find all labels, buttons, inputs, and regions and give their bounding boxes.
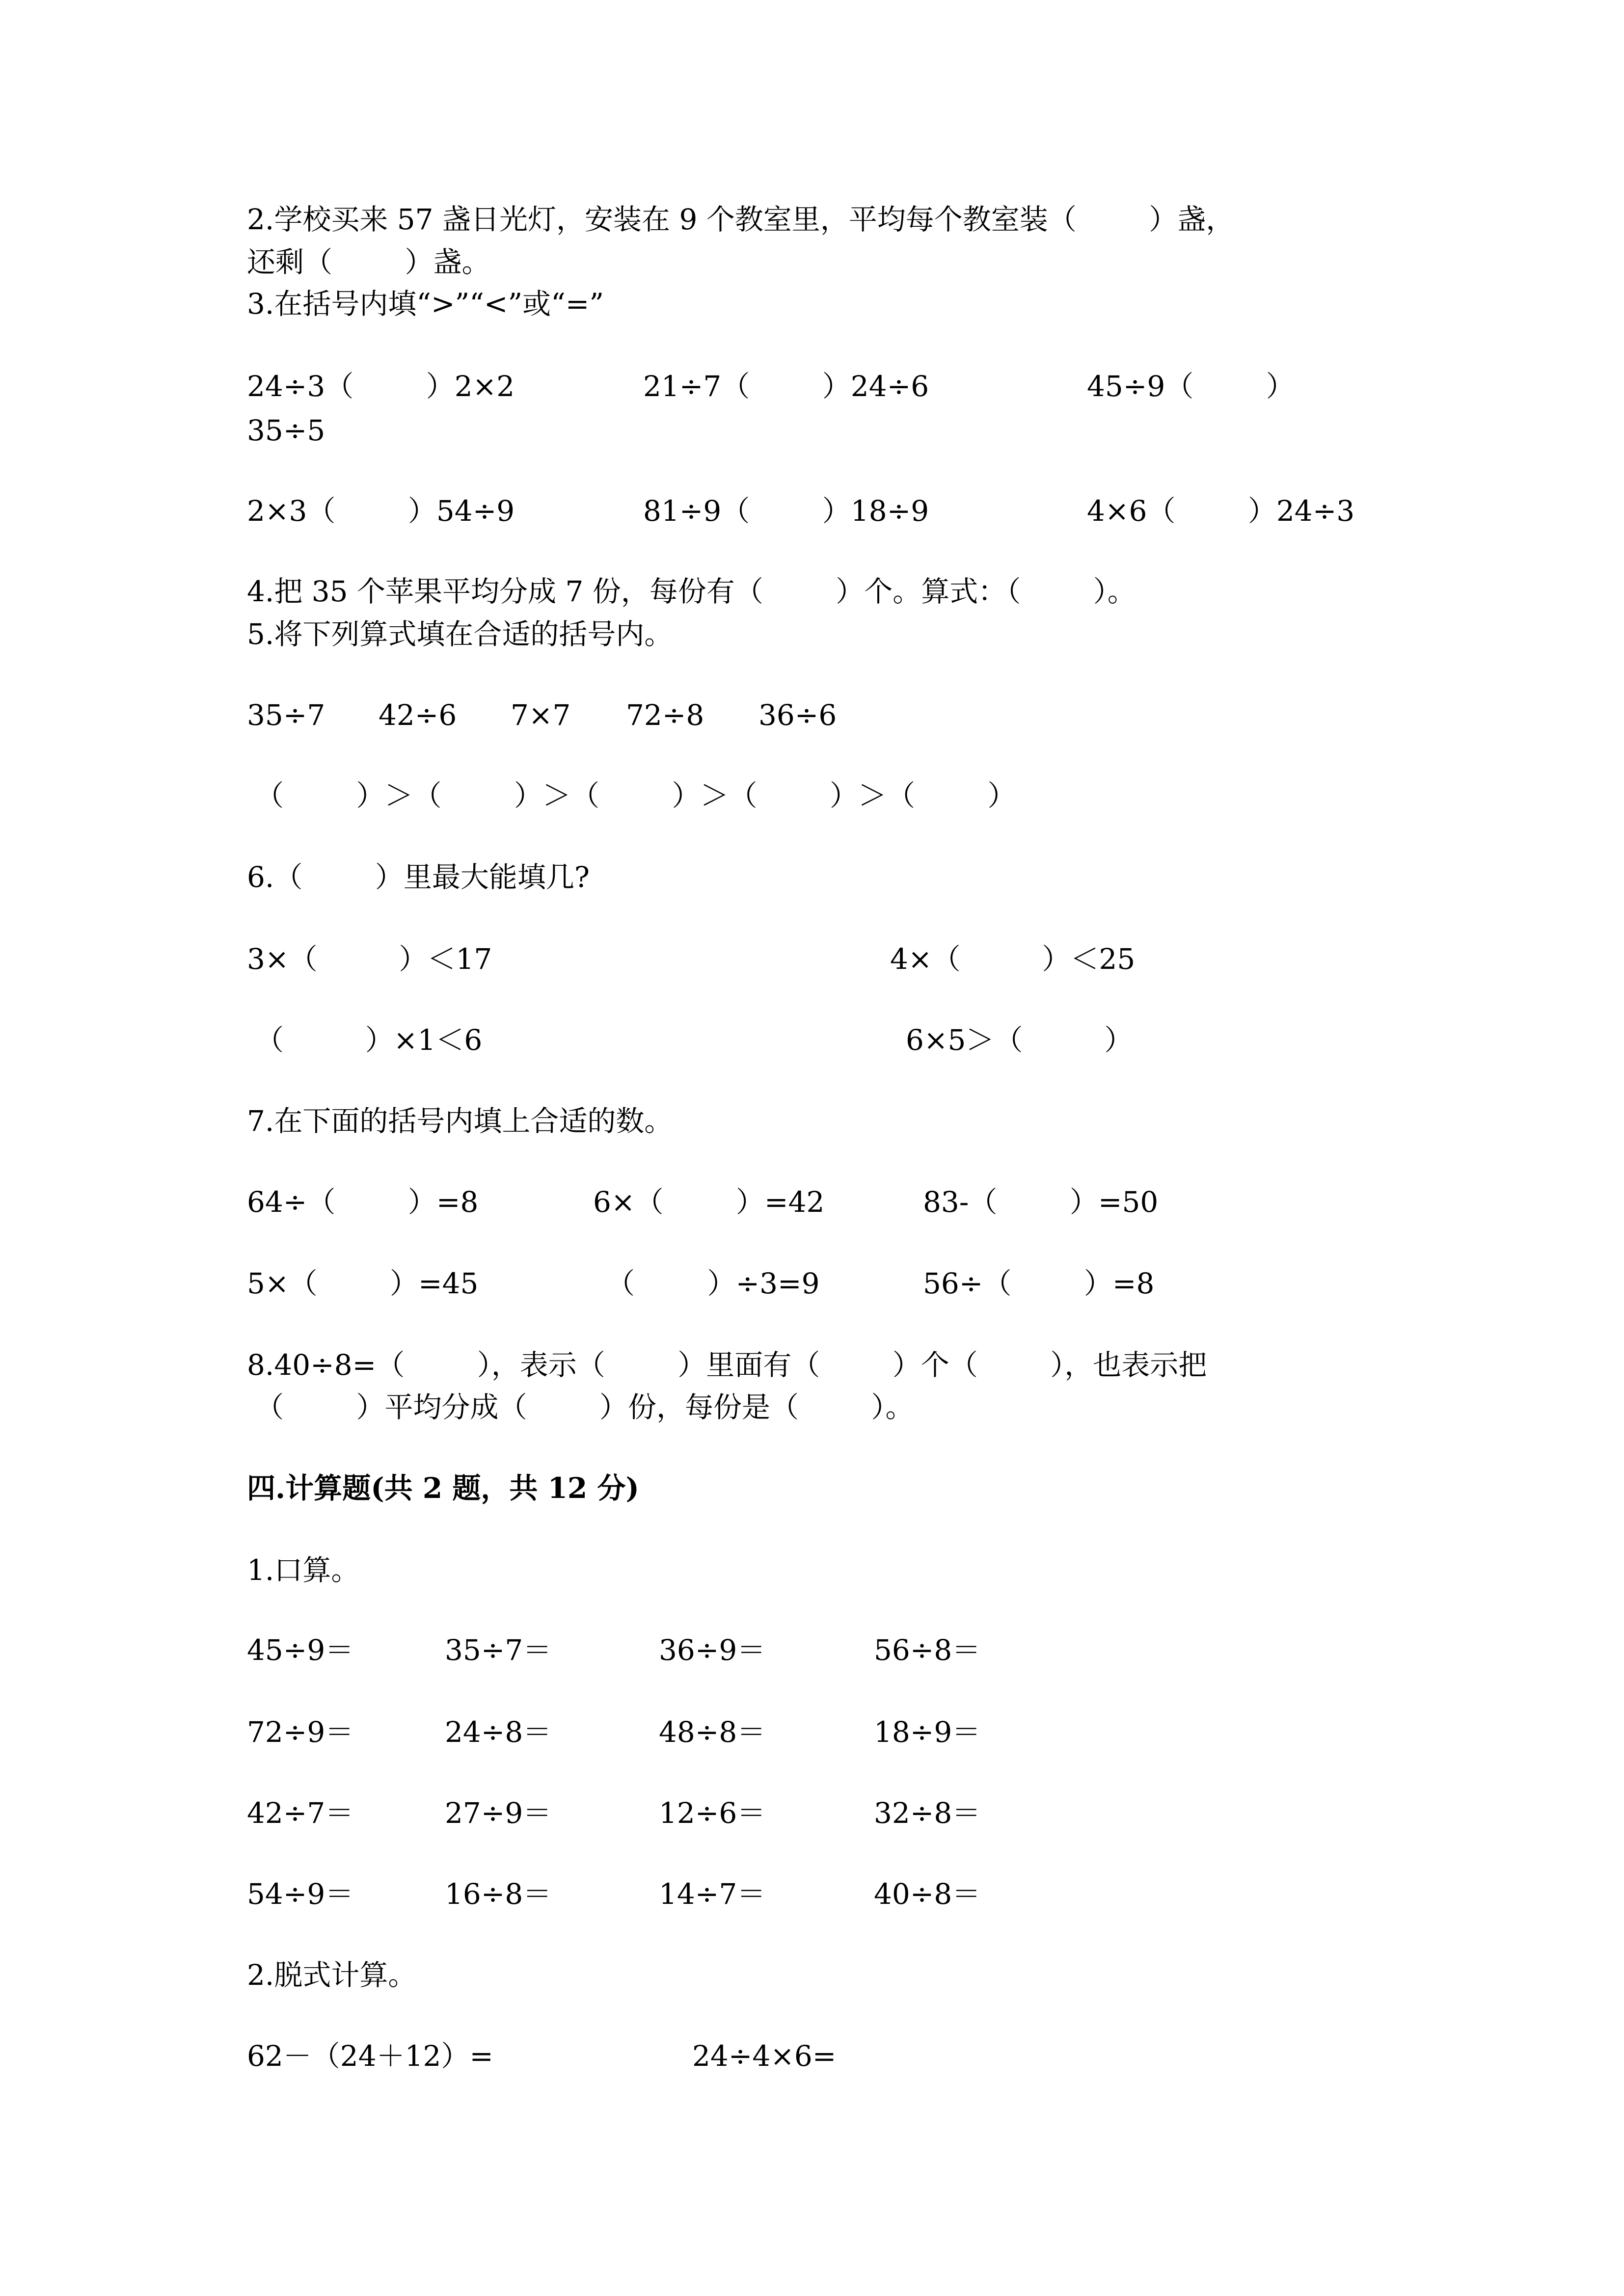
oral-calc-item: 42÷7＝	[247, 1796, 354, 1830]
oral-calc-item: 35÷7＝	[445, 1633, 552, 1667]
oral-calc-item: 24÷8＝	[445, 1715, 552, 1749]
q3-row1-item-3: 45÷9（ ）	[1087, 370, 1295, 403]
oral-calc-item: 12÷6＝	[659, 1796, 766, 1830]
q3-row1-item-2: 21÷7（ ）24÷6	[643, 370, 929, 403]
oral-calc-item: 72÷9＝	[247, 1715, 354, 1749]
step-calc-item-1: 62－（24＋12）=	[247, 2039, 494, 2073]
oral-calc-item: 48÷8＝	[659, 1715, 766, 1749]
q3-row2-item-1: 2×3（ ）54÷9	[247, 494, 515, 528]
section-4-heading: 四.计算题(共 2 题，共 12 分)	[247, 1471, 639, 1505]
oral-calc-item: 27÷9＝	[445, 1796, 552, 1830]
q7-row1-item-1: 64÷（ ）=8	[247, 1185, 479, 1219]
q6-item-1: 3×（ ）＜17	[247, 942, 492, 976]
q3-title: 3.在括号内填“>”“<”或“=”	[247, 287, 604, 320]
q6-item-3: （ ）×1＜6	[255, 1023, 483, 1057]
oral-calc-item: 36÷9＝	[659, 1633, 766, 1667]
oral-calc-item: 16÷8＝	[445, 1877, 552, 1911]
oral-calc-item: 40÷8＝	[874, 1877, 981, 1911]
q3-row1-wrap: 35÷5	[247, 414, 325, 447]
q8-line-1: 8.40÷8=（ ），表示（ ）里面有（ ）个（ ），也表示把	[247, 1348, 1207, 1382]
q5-expr-4: 72÷8	[626, 698, 704, 732]
q7-row2-item-3: 56÷（ ）=8	[923, 1267, 1155, 1300]
oral-calc-item: 32÷8＝	[874, 1796, 981, 1830]
q5-order-line: （ ）＞（ ）＞（ ）＞（ ）＞（ ）	[255, 779, 1016, 812]
oral-calc-item: 14÷7＝	[659, 1877, 766, 1911]
q2-line-1: 2.学校买来 57 盏日光灯，安装在 9 个教室里，平均每个教室装（ ）盏，	[247, 203, 1235, 236]
q7-row2-item-1: 5×（ ）=45	[247, 1267, 479, 1300]
q7-row1-item-2: 6×（ ）=42	[593, 1185, 825, 1219]
q3-row2-item-3: 4×6（ ）24÷3	[1087, 494, 1355, 528]
q7-row2-item-2: （ ）÷3=9	[606, 1267, 820, 1300]
oral-calc-item: 45÷9＝	[247, 1633, 354, 1667]
q6-item-4: 6×5＞（ ）	[906, 1023, 1133, 1057]
q3-row1-item-1: 24÷3（ ）2×2	[247, 370, 515, 403]
oral-calc-item: 54÷9＝	[247, 1877, 354, 1911]
q6-item-2: 4×（ ）＜25	[890, 942, 1136, 976]
q4-line: 4.把 35 个苹果平均分成 7 份，每份有（ ）个。算式：（ ）。	[247, 575, 1136, 608]
q8-line-2: （ ）平均分成（ ）份，每份是（ ）。	[255, 1390, 914, 1424]
oral-calc-item: 18÷9＝	[874, 1715, 981, 1749]
q5-title: 5.将下列算式填在合适的括号内。	[247, 617, 673, 651]
q5-expr-3: 7×7	[511, 698, 571, 732]
step-calc-title: 2.脱式计算。	[247, 1958, 417, 1992]
oral-calc-title: 1.口算。	[247, 1553, 360, 1587]
q5-expr-5: 36÷6	[758, 698, 837, 732]
q6-title: 6.（ ）里最大能填几?	[247, 860, 590, 894]
oral-calc-item: 56÷8＝	[874, 1633, 981, 1667]
q5-expr-1: 35÷7	[247, 698, 325, 732]
q5-expr-2: 42÷6	[379, 698, 457, 732]
q7-row1-item-3: 83-（ ）=50	[923, 1185, 1159, 1219]
q7-title: 7.在下面的括号内填上合适的数。	[247, 1104, 673, 1138]
q3-row2-item-2: 81÷9（ ）18÷9	[643, 494, 929, 528]
q2-line-2: 还剩（ ）盏。	[247, 245, 490, 279]
step-calc-item-2: 24÷4×6=	[692, 2039, 837, 2073]
